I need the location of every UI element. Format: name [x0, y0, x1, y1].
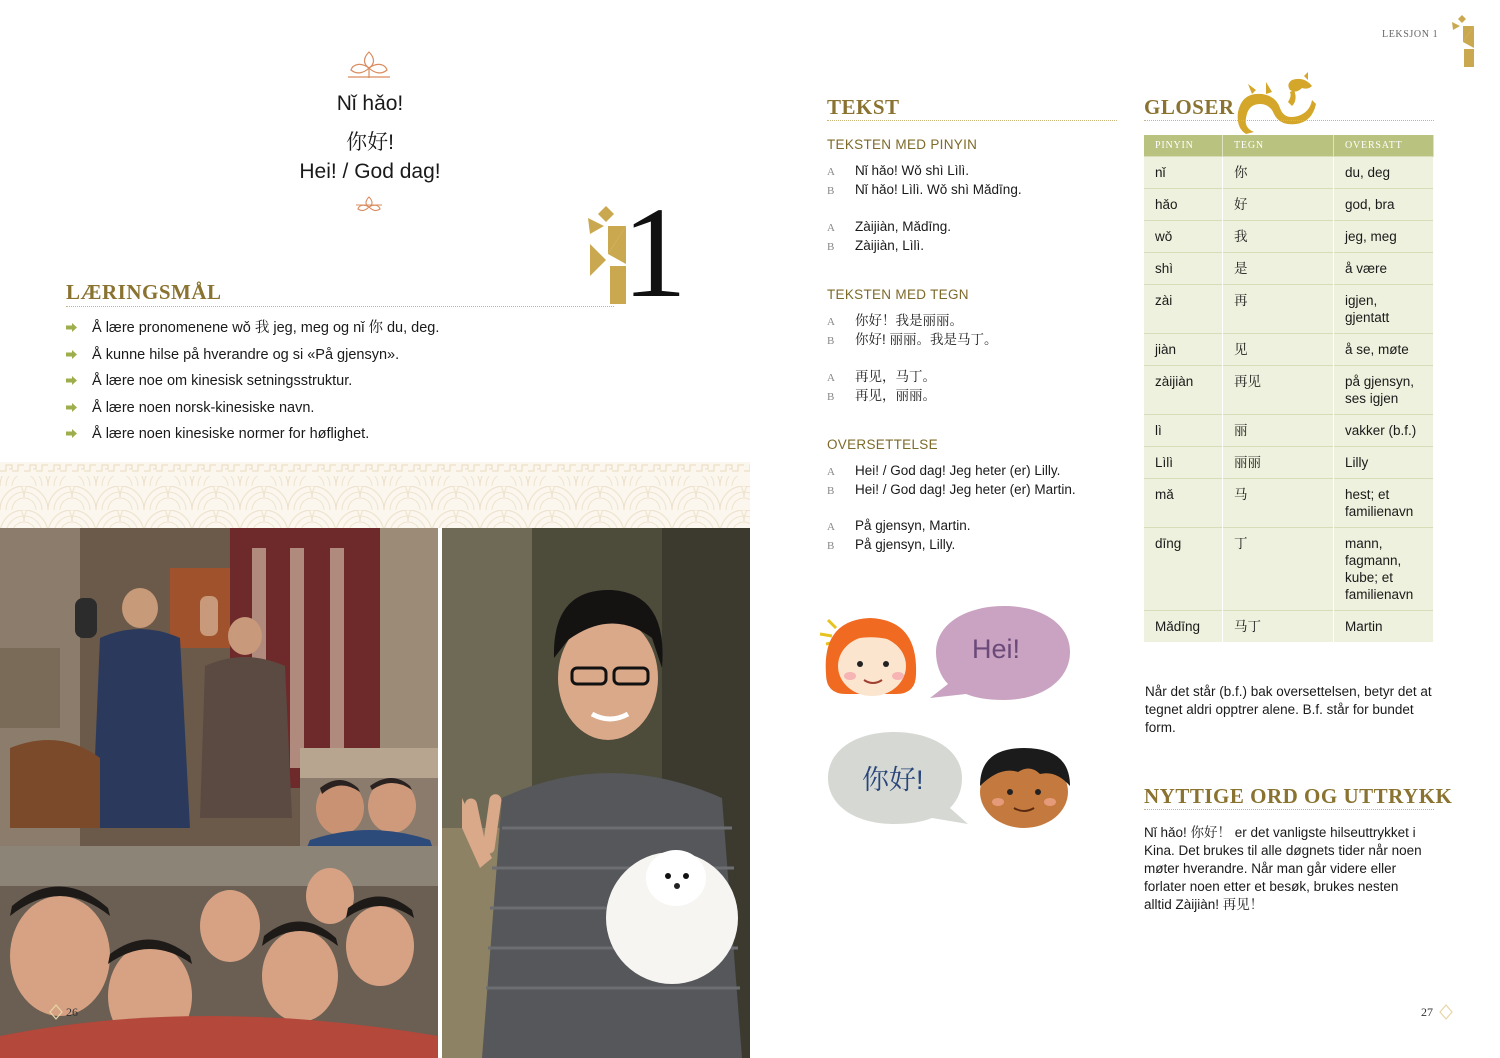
- dialogue-line: [827, 312, 998, 331]
- photo-young-man-dog: [442, 528, 750, 1058]
- hanzi-cell: 你: [1223, 157, 1334, 189]
- goals-list: [66, 318, 586, 451]
- page-corner-icon: [1438, 1004, 1454, 1020]
- arrow-bullet-icon: [66, 350, 77, 359]
- dialogue-line: [827, 462, 1076, 481]
- pinyin-cell: nǐ: [1144, 157, 1223, 189]
- dialogue-line: [827, 181, 1022, 200]
- translation-cell: på gjensyn, ses igjen: [1334, 366, 1434, 415]
- photo-children-group: [0, 846, 438, 1058]
- gloser-heading: GLOSER: [1144, 95, 1235, 119]
- speaker-label: B: [827, 540, 835, 552]
- translation-cell: god, bra: [1334, 189, 1434, 221]
- arrow-bullet-icon: [66, 376, 77, 385]
- pinyin-cell: dīng: [1144, 528, 1223, 611]
- dialogue-text: Nǐ hǎo! Lìlì. Wǒ shì Mǎdīng.: [855, 182, 1022, 197]
- greeting-pinyin: Nǐ hǎo!: [336, 92, 404, 115]
- dialogue-line: [827, 387, 998, 406]
- goal-item: [66, 345, 586, 372]
- girl-bubble-text: Hei!: [972, 634, 1021, 664]
- goal-text: Å lære noen kinesiske normer for høflighet.: [92, 426, 370, 442]
- table-row: [1144, 285, 1434, 334]
- translation-cell: å se, møte: [1334, 334, 1434, 366]
- dialogue-line: [827, 368, 998, 387]
- table-row: [1144, 157, 1434, 189]
- translation-cell: igjen, gjentatt: [1334, 285, 1434, 334]
- hanzi-cell: 好: [1223, 189, 1334, 221]
- hanzi-cell: 见: [1223, 334, 1334, 366]
- tekst-heading-rule: [827, 120, 1117, 121]
- table-row: [1144, 611, 1434, 643]
- arrow-bullet-icon: [66, 403, 77, 412]
- page-corner-icon: [48, 1004, 64, 1020]
- goal-text: Å lære noen norsk-kinesiske navn.: [92, 399, 315, 416]
- dialogue-text: 你好！我是丽丽。: [855, 313, 963, 328]
- pinyin-cell: lì: [1144, 415, 1223, 447]
- useful-heading: NYTTIGE ORD OG UTTRYKK: [1144, 784, 1453, 808]
- translation-cell: mann, fagmann, kube; et familienavn: [1334, 528, 1434, 611]
- dialogue-line: [827, 331, 998, 350]
- hanzi-subheading: TEKSTEN MED TEGN: [827, 287, 969, 302]
- pinyin-cell: zàijiàn: [1144, 366, 1223, 415]
- dialogue-text: På gjensyn, Lilly.: [855, 537, 956, 552]
- dialogue-text: Zàijiàn, Mǎdīng.: [855, 219, 952, 234]
- speaker-label: A: [827, 466, 835, 478]
- hanzi-dialogue: [827, 312, 998, 406]
- hanzi-cell: 我: [1223, 221, 1334, 253]
- dialogue-text: 你好! 丽丽。我是马丁。: [855, 332, 998, 347]
- goal-text: Å lære pronomenene wǒ 我 jeg, meg og nǐ 你 du, deg.: [92, 320, 440, 336]
- useful-heading-rule: [1144, 809, 1434, 810]
- boy-face-icon: [976, 744, 1074, 830]
- dialogue-line: [827, 218, 1022, 237]
- pinyin-cell: zài: [1144, 285, 1223, 334]
- dialogue-text: Zàijiàn, Lìlì.: [855, 238, 925, 253]
- greeting-hanzi: 你好!: [346, 131, 394, 154]
- dialogue-line: [827, 481, 1076, 500]
- pinyin-cell: Mǎdīng: [1144, 611, 1223, 643]
- pinyin-cell: hǎo: [1144, 189, 1223, 221]
- pinyin-cell: mǎ: [1144, 479, 1223, 528]
- table-row: [1144, 447, 1434, 479]
- speaker-label: A: [827, 521, 835, 533]
- table-row: [1144, 334, 1434, 366]
- goal-text: Å lære noe om kinesisk setningsstruktur.: [92, 373, 353, 389]
- right-page: [750, 0, 1500, 1058]
- goal-text: Å kunne hilse på hverandre og si «På gjensyn».: [92, 346, 400, 363]
- page-number-left: 26: [66, 1005, 78, 1019]
- arrow-bullet-icon: [66, 323, 77, 332]
- bf-note: Når det står (b.f.) bak oversettelsen, betyr det at tegnet aldri opptrer alene. B.f. står for bundet form.: [1145, 684, 1432, 735]
- table-header-row: [1144, 135, 1434, 157]
- table-row: [1144, 366, 1434, 415]
- pinyin-dialogue: [827, 162, 1022, 256]
- useful-text: Nǐ hǎo! 你好！ er det vanligste hilseuttrykket i Kina. Det brukes til alle døgnets tider når noen møter hverandre. Når man går videre eller forlater noen etter et besøk, brukes nesten alltid Zàijiàn! 再见！: [1144, 825, 1422, 912]
- speaker-label: A: [827, 372, 835, 384]
- pinyin-cell: wǒ: [1144, 221, 1223, 253]
- table-row: [1144, 528, 1434, 611]
- translation-cell: Martin: [1334, 611, 1434, 643]
- hanzi-cell: 丁: [1223, 528, 1334, 611]
- table-row: [1144, 479, 1434, 528]
- hanzi-cell: 丽: [1223, 415, 1334, 447]
- hanzi-cell: 丽丽: [1223, 447, 1334, 479]
- greeting-norwegian: Hei! / God dag!: [299, 160, 441, 183]
- column-header-pinyin: PINYIN: [1144, 135, 1223, 157]
- column-header-tegn: TEGN: [1223, 135, 1334, 157]
- pinyin-cell: Lìlì: [1144, 447, 1223, 479]
- speaker-label: B: [827, 185, 835, 197]
- dialogue-text: 再见，丽丽。: [855, 388, 936, 403]
- goal-item: [66, 318, 586, 345]
- dialogue-text: Hei! / God dag! Jeg heter (er) Martin.: [855, 482, 1076, 497]
- girl-face-icon: [816, 614, 922, 700]
- gloser-heading-rule: [1144, 120, 1434, 121]
- dialogue-text: På gjensyn, Martin.: [855, 518, 971, 533]
- running-head: LEKSJON 1: [1382, 29, 1439, 40]
- dialogue-line: [827, 237, 1022, 256]
- wave-pattern-band: [0, 462, 750, 528]
- translation-cell: du, deg: [1334, 157, 1434, 189]
- hanzi-cell: 再见: [1223, 366, 1334, 415]
- boy-bubble-text: 你好!: [862, 765, 924, 795]
- translation-cell: Lilly: [1334, 447, 1434, 479]
- goal-item: [66, 371, 586, 398]
- hanzi-cell: 是: [1223, 253, 1334, 285]
- tekst-heading: TEKST: [827, 95, 900, 119]
- translation-cell: å være: [1334, 253, 1434, 285]
- vocabulary-table: [1144, 135, 1434, 642]
- dialogue-text: Hei! / God dag! Jeg heter (er) Lilly.: [855, 463, 1061, 478]
- translation-subheading: OVERSETTELSE: [827, 437, 938, 452]
- goals-heading: LÆRINGSMÅL: [66, 280, 222, 304]
- hanzi-cell: 马: [1223, 479, 1334, 528]
- dialogue-line: [827, 517, 1076, 536]
- goal-item: [66, 398, 586, 425]
- goal-item: [66, 424, 586, 451]
- table-row: [1144, 253, 1434, 285]
- translation-cell: jeg, meg: [1334, 221, 1434, 253]
- table-row: [1144, 415, 1434, 447]
- column-header-oversatt: OVERSATT: [1334, 135, 1434, 157]
- hanzi-cell: 马丁: [1223, 611, 1334, 643]
- table-row: [1144, 189, 1434, 221]
- speaker-label: B: [827, 335, 835, 347]
- translation-dialogue: [827, 462, 1076, 555]
- speaker-label: A: [827, 222, 835, 234]
- speaker-label: B: [827, 391, 835, 403]
- pinyin-subheading: TEKSTEN MED PINYIN: [827, 137, 978, 152]
- hanzi-cell: 再: [1223, 285, 1334, 334]
- pinyin-cell: jiàn: [1144, 334, 1223, 366]
- pinyin-cell: shì: [1144, 253, 1223, 285]
- goals-heading-rule: [66, 306, 614, 307]
- speaker-label: A: [827, 166, 835, 178]
- dragon-icon: [1232, 72, 1318, 136]
- flower-ornament-small-icon: [355, 194, 383, 216]
- flower-ornament-icon: [346, 48, 392, 82]
- arrow-bullet-icon: [66, 429, 77, 438]
- table-row: [1144, 221, 1434, 253]
- lesson-number: 1: [622, 181, 687, 325]
- speaker-label: B: [827, 485, 835, 497]
- dialogue-text: Nǐ hǎo! Wǒ shì Lìlì.: [855, 163, 970, 178]
- dialogue-line: [827, 162, 1022, 181]
- translation-cell: hest; et familienavn: [1334, 479, 1434, 528]
- speaker-label: A: [827, 316, 835, 328]
- translation-cell: vakker (b.f.): [1334, 415, 1434, 447]
- page-number-right: 27: [1421, 1005, 1433, 1019]
- tangram-header-icon: [1450, 14, 1476, 68]
- speaker-label: B: [827, 241, 835, 253]
- dialogue-line: [827, 536, 1076, 555]
- dialogue-text: 再见，马丁。: [855, 369, 936, 384]
